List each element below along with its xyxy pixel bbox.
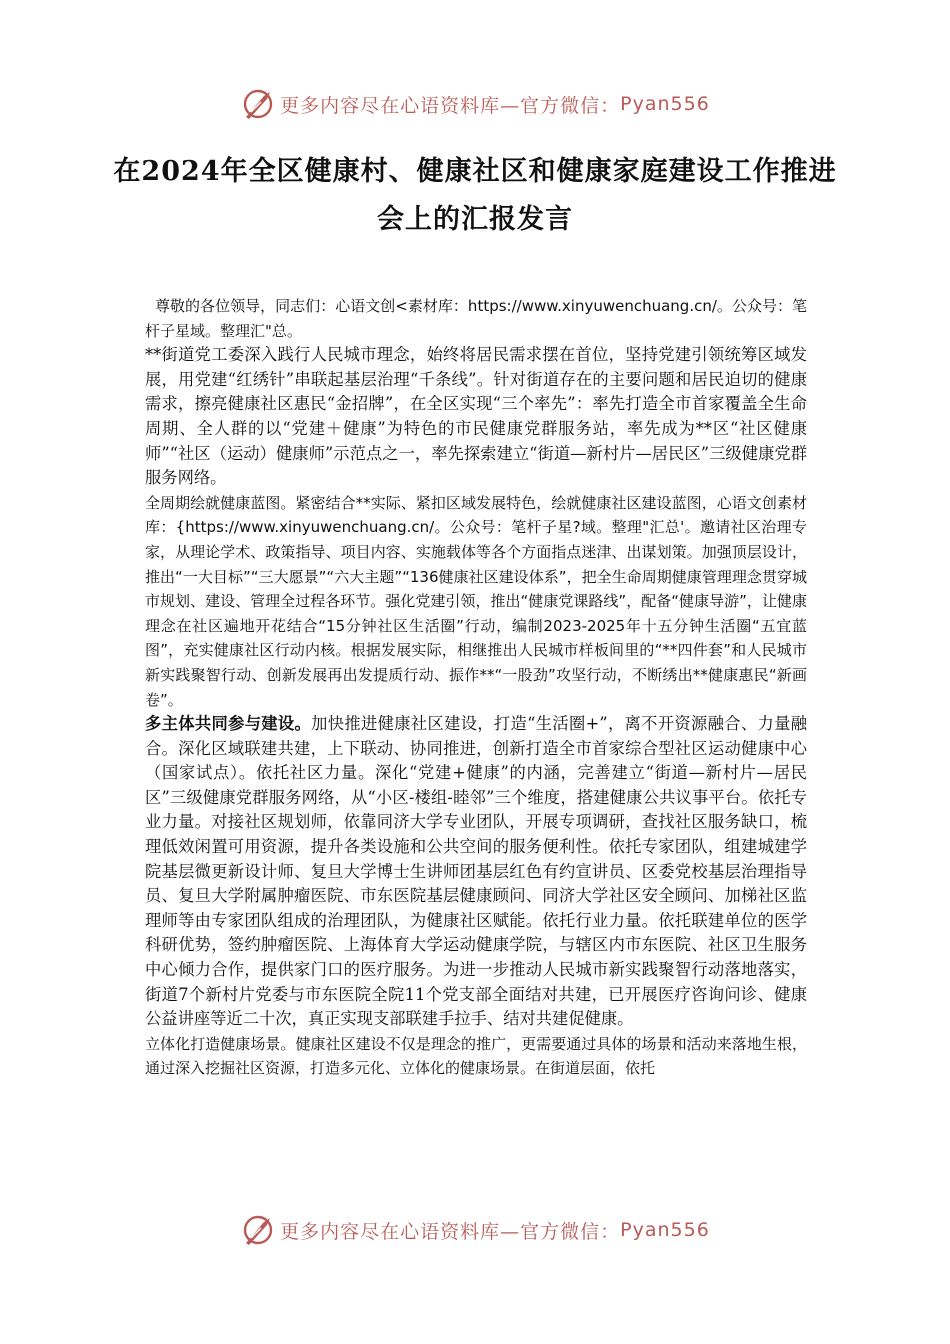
pen-nib-logo-icon xyxy=(240,86,276,122)
body-paragraph: 立体化打造健康场景。健康社区建设不仅是理念的推广，更需要通过具体的场景和活动来落地生根，通过深入挖掘社区资源，打造多元化、立体化的健康场景。在街道层面，依托 xyxy=(145,1034,807,1078)
watermark-text: 更多内容尽在心语资料库—官方微信： xyxy=(280,1220,621,1243)
paragraph-lead-heading: 多主体共同参与建设。 xyxy=(145,714,312,734)
pen-nib-logo-icon xyxy=(240,1212,276,1248)
body-paragraph: **街道党工委深入践行人民城市理念，始终将居民需求摆在首位，坚持党建引领统筹区域发展，用党建“红绣针”串联起基层治理“千条线”。针对街道存在的主要问题和居民迫切的健康需求，擦亮健康社区惠民“金招牌”，在全区实现“三个率先”：率先打造全市首家覆盖全生命周期、全人群的以“党建＋健康”为特色的市民健康党群服务站，率先成为**区“社区健康师”“社区（运动）健康师”示范点之一，率先探索建立“街道—新村片—居民区”三级健康党群服务网络。 xyxy=(145,345,807,488)
document-body xyxy=(145,294,807,1081)
body-paragraph xyxy=(145,712,807,1032)
watermark-text: 更多内容尽在心语资料库—官方微信： xyxy=(280,94,621,117)
watermark-contact: Pyan556 xyxy=(620,93,710,115)
salutation-paragraph: 尊敬的各位领导，同志们：心语文创<素材库：https://www.xinyuwenchuang.cn/。公众号：笔杆子星域。整理汇"总。 xyxy=(145,297,807,340)
paragraph-text: 加快推进健康社区建设，打造“生活圈+”，离不开资源融合、力量融合。深化区域联建共建，上下联动、协同推进，创新打造全市首家综合型社区运动健康中心（国家试点）。依托社区力量。深化“党建+健康”的内涵，完善建立“街道—新村片—居民区”三级健康党群服务网络，从“小区-楼组-睦邻”三个维度，搭建健康公共议事平台。依托专业力量。对接社区规划师，依靠同济大学专业团队，开展专项调研，查找社区服务缺口，梳理低效闲置可用资源，提升各类设施和公共空间的服务便利性。依托专家团队，组建城建学院基层微更新设计师、复旦大学博士生讲师团基层红色有约宣讲员、区委党校基层治理指导员、复旦大学附属肿瘤医院、市东医院基层健康顾问、同济大学社区安全顾问、加梯社区监理师等由专家团队组成的治理团队，为健康社区赋能。依托行业力量。依托联建单位的医学科研优势，签约肿瘤医院、上海体育大学运动健康学院，与辖区内市东医院、社区卫生服务中心倾力合作，提供家门口的医疗服务。为进一步推动人民城市新实践聚智行动落地落实，街道7个新村片党委与市东医院全院11个党支部全面结对共建，已开展医疗咨询问诊、健康公益讲座等近二十次，真正实现支部联建手拉手、结对共建促健康。 xyxy=(145,714,807,1029)
watermark-banner-top xyxy=(0,82,950,126)
watermark-contact: Pyan556 xyxy=(620,1219,710,1241)
document-title: 在2024年全区健康村、健康社区和健康家庭建设工作推进会上的汇报发言 xyxy=(113,156,837,235)
watermark-banner-bottom xyxy=(0,1208,950,1252)
body-paragraph: 全周期绘就健康蓝图。紧密结合**实际、紧扣区域发展特色，绘就健康社区建设蓝图，心语文创素材库：{https://www.xinyuwenchuang.cn/。公众号：笔杆子星?域。整理"汇总'。邀请社区治理专家，从理论学术、政策指导、项目内容、实施载体等各个方面指点迷津、出谋划策。加强顶层设计，推出“一大目标”“三大愿景”“六大主题”“136健康社区建设体系”，把全生命周期健康管理理念贯穿城市规划、建设、管理全过程各环节。强化党建引领，推出“健康党课路线”，配备“健康导游”，让健康理念在社区遍地开花结合“15分钟社区生活圈”行动，编制2023-2025年十五分钟生活圈“五宜蓝图”，充实健康社区行动内核。根据发展实际，相继推出人民城市样板间里的“**四件套”和人民城市新实践聚智行动、创新发展再出发提质行动、振作**“一股劲”攻坚行动，不断绣出**健康惠民“新画卷”。 xyxy=(145,493,807,709)
